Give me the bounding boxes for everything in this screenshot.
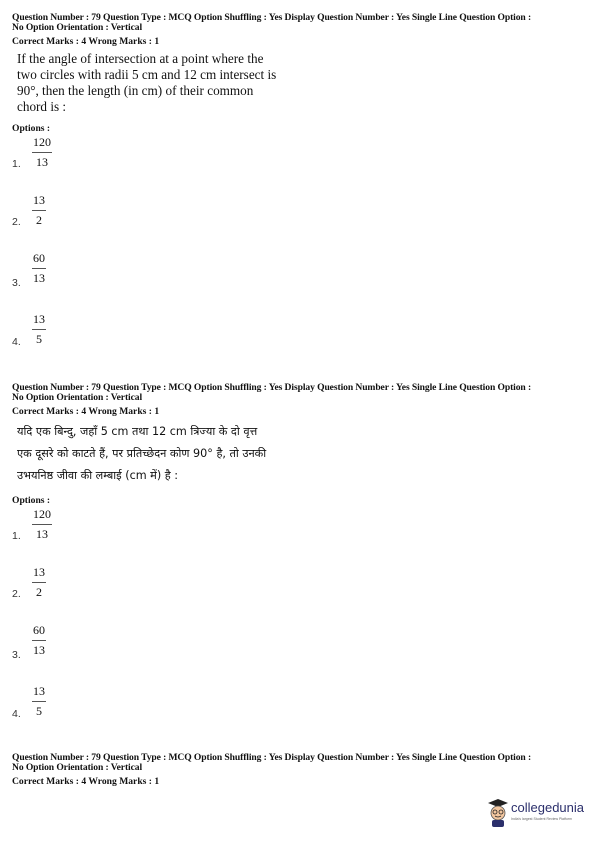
options-label: Options : — [12, 123, 51, 134]
fraction: $\frac{13}{5}$ — [33, 312, 45, 346]
logo-tagline: India's largest Student Review Platform — [511, 817, 572, 821]
option-2[interactable] — [12, 176, 587, 234]
marks-line: Correct Marks : 4 Wrong Marks : 1 — [12, 776, 160, 787]
question-header: Question Number : 79 Question Type : MCQ Option Shuffling : Yes Display Question Number : Yes Single Line Question Option : No Option Orientation : Vertical — [12, 752, 532, 773]
question-text: If the angle of intersection at a point where the two circles with radii 5 cm and 12 cm intersect is 90°, then the length (in cm) of their common chord is : — [17, 51, 277, 114]
option-number: 1. — [12, 530, 21, 542]
fraction: $\frac{60}{13}$ — [33, 251, 45, 285]
question-header: Question Number : 79 Question Type : MCQ Option Shuffling : Yes Display Question Number : Yes Single Line Question Option : No Option Orientation : Vertical — [12, 382, 532, 403]
marks-line: Correct Marks : 4 Wrong Marks : 1 — [12, 406, 160, 417]
question-text-hindi: यदि एक बिन्दु, जहाँ 5 cm तथा 12 cm त्रिज्या के दो वृत्त एक दूसरे को काटते हैं, पर प्रतिच्छेदन कोण 90° है, तो उनकी उभयनिष्ठ जीवा की लम्बाई (cm में) है : — [17, 425, 267, 482]
fraction: $\frac{13}{2}$ — [33, 565, 45, 599]
logo-text: collegedunia — [511, 800, 585, 815]
fraction: $\frac{120}{13}$ — [33, 135, 51, 169]
question-block-3 — [12, 753, 587, 787]
option-number: 1. — [12, 158, 21, 170]
option-4[interactable] — [12, 667, 587, 726]
option-number: 2. — [12, 588, 21, 600]
fraction: $\frac{120}{13}$ — [33, 507, 51, 541]
option-number: 3. — [12, 277, 21, 289]
mascot-icon — [487, 798, 509, 828]
option-2[interactable] — [12, 548, 587, 606]
fraction: $\frac{13}{5}$ — [33, 684, 45, 718]
option-1[interactable] — [12, 134, 587, 176]
fraction: $\frac{60}{13}$ — [33, 623, 45, 657]
option-1[interactable] — [12, 506, 587, 548]
question-block-2 — [12, 383, 587, 726]
marks-line: Correct Marks : 4 Wrong Marks : 1 — [12, 36, 160, 47]
collegedunia-logo — [487, 796, 587, 830]
fraction: $\frac{13}{2}$ — [33, 193, 45, 227]
options-label: Options : — [12, 495, 51, 506]
options-list — [12, 506, 587, 726]
option-3[interactable] — [12, 606, 587, 667]
options-list — [12, 134, 587, 354]
option-number: 3. — [12, 649, 21, 661]
option-number: 4. — [12, 336, 21, 348]
question-header: Question Number : 79 Question Type : MCQ Option Shuffling : Yes Display Question Number : Yes Single Line Question Option : No Option Orientation : Vertical — [12, 12, 532, 33]
question-block-1 — [12, 13, 587, 354]
option-4[interactable] — [12, 295, 587, 354]
option-number: 4. — [12, 708, 21, 720]
option-number: 2. — [12, 216, 21, 228]
option-3[interactable] — [12, 234, 587, 295]
